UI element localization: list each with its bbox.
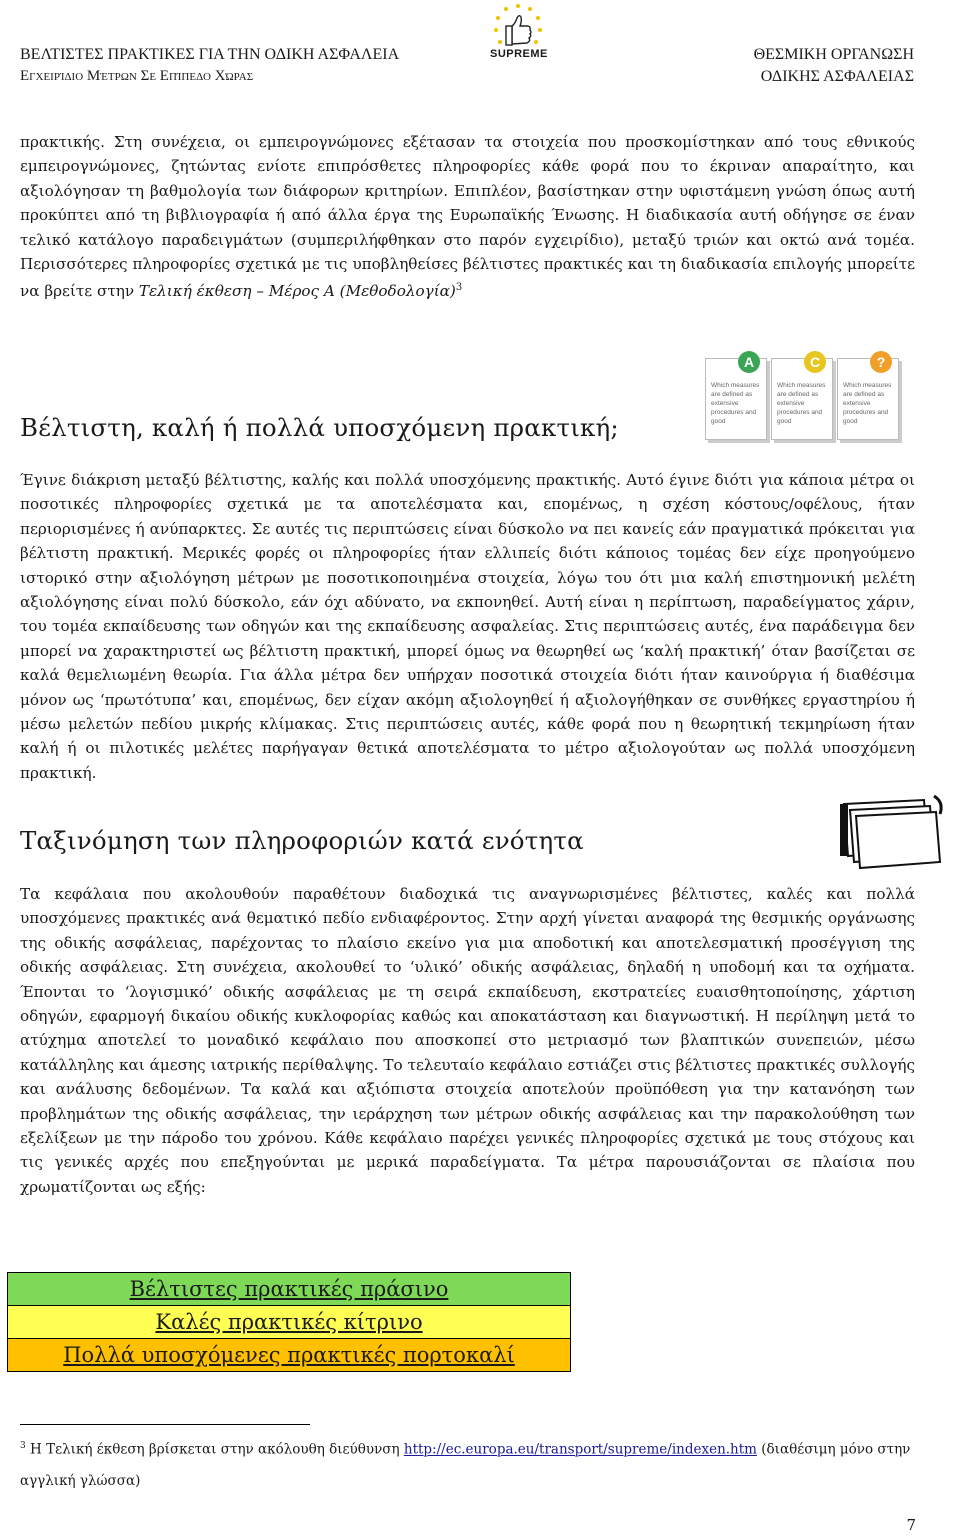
footnote-text-after: (διαθέσιμη μόνο στην αγγλική γλώσσα) (20, 1441, 911, 1489)
card-text: Which measures are defined as extensive procedures and good (711, 382, 760, 425)
supreme-logo-icon (478, 0, 558, 72)
footnote (20, 1431, 920, 1497)
footnote-text: Η Τελική έκθεση βρίσκεται στην ακόλουθη διεύθυνση (30, 1441, 400, 1458)
badge-a: A (738, 351, 760, 373)
intro-report-reference: Τελική έκθεση – Μέρος A (Μεθοδολογία) (138, 282, 456, 301)
documents-stack-icon (836, 792, 946, 870)
practice-color-legend (7, 1272, 571, 1372)
practice-cards-icon (705, 350, 905, 450)
header-right-subtitle: ΟΔΙΚΗΣ ΑΣΦΑΛΕΙΑΣ (760, 68, 914, 85)
section2-body: Τα κεφάλαια που ακολουθούν παραθέτουν διαδοχικά τις αναγνωρισμένες βέλτιστες, καλές και πολλά υποσχόμενες πρακτικές ανά θεματικό πεδίο ενδιαφέροντος. Στην αρχή γίνεται αναφορά της θεσμικής οργάνωσης της οδικής ασφάλειας, παρέχοντας το πλαίσιο εκείνο για μια αποδοτική και αποτελεσματική προσέγγιση της οδικής ασφάλειας. Στη συνέχεια, ακολουθεί το ‘υλικό’ οδικής ασφάλειας, δηλαδή η υποδομή και τα οχήματα. Έπονται το ‘λογισμικό’ οδικής ασφάλειας με τη σειρά εκπαίδευση, εκστρατείες ευαισθητοποίησης, χάρτιση οδηγών, εφαρμογή δικαίου οδικής κυκλοφορίας καθώς και αποκατάσταση και διαγνωστική. Η περίληψη μετά το ατύχημα αποτελεί το μοναδικό κεφάλαιο που αποσκοπεί στο μετριασμό των βλαπτικών συνεπειών, μέσω κατάλληλης και άμεσης ιατρικής περίθαλψης. Το τελευταίο κεφάλαιο εστιάζει στις βέλτιστες πρακτικές συλλογής και ανάλυσης δεδομένων. Τα καλά και αξιόπιστα στοιχεία αποτελούν προϋπόθεση για την κατανόηση των προβλημάτων της οδικής ασφάλειας, την ιεράρχηση των μέτρων οδικής ασφάλειας και την παρακολούθηση των εξελίξεων με την πάροδο του χρόνου. Κάθε κεφάλαιο παρέχει γενικές πληροφορίες σχετικά με τους στόχους και τις γενικές αρχές που επεξηγούνται με μερικά παραδείγματα. Τα μέτρα παρουσιάζονται σε πλαίσια που χρωματίζονται ως εξής: (20, 885, 915, 1196)
heading-best-good-promising: Βέλτιστη, καλή ή πολλά υποσχόμενη πρακτική; (20, 413, 619, 442)
card-text: Which measures are defined as extensive procedures and good (843, 382, 892, 425)
card-best (705, 354, 767, 440)
logo-wordmark: SUPREME (490, 48, 548, 60)
page-number: 7 (906, 1516, 916, 1534)
intro-text: πρακτικής. Στη συνέχεια, οι εμπειρογνώμονες εξέτασαν τα στοιχεία που προσκομίστηκαν από τους εθνικούς εμπειρογνώμονες, ζητώντας ενίοτε επιπρόσθετες πληροφορίες κάθε φορά που το έκριναν απαραίτητο, και αξιολόγησαν τη βαθμολογία των διάφορων κριτηρίων. Επιπλέον, βασίστηκαν στην υφιστάμενη γνώση όπως αυτή προκύπτει από τη βιβλιογραφία ή από άλλα έργα της Ευρωπαϊκής Ένωσης. Η διαδικασία αυτή οδήγησε σε έναν τελικό κατάλογο παραδειγμάτων (συμπεριλήφθηκαν στο παρόν εγχειρίδιο), μεταξύ τριών και οκτώ ανά τομέα. Περισσότερες πληροφορίες σχετικά με τις υποβληθείσες βέλτιστες πρακτικές και τη διαδικασία επιλογής μπορείτε να βρείτε στην (20, 133, 915, 301)
header-right-title: ΘΕΣΜΙΚΗ ΟΡΓΑΝΩΣΗ (753, 46, 914, 63)
footnote-ref[interactable]: 3 (455, 282, 463, 294)
footnote-separator (20, 1424, 310, 1425)
heading-information-classification: Ταξινόμηση των πληροφοριών κατά ενότητα (20, 826, 584, 855)
legend-best-green: Βέλτιστες πρακτικές πράσινο (8, 1273, 570, 1306)
badge-question: ? (870, 351, 892, 373)
intro-paragraph (20, 130, 915, 304)
card-text: Which measures are defined as extensive procedures and good (777, 382, 826, 425)
legend-good-yellow: Καλές πρακτικές κίτρινο (8, 1306, 570, 1339)
footnote-number: 3 (20, 1441, 26, 1451)
card-promising (837, 354, 899, 440)
section1-body: Έγινε διάκριση μεταξύ βέλτιστης, καλής και πολλά υποσχόμενης πρακτικής. Αυτό έγινε διότι για κάποια μέτρα οι ποσοτικές πληροφορίες σχετικά με τα αποτελέσματα και, επομένως, η σχέση κόστους/οφέλους, ήταν περιορισμένες ή ανύπαρκτες. Σε αυτές τις περιπτώσεις είναι δύσκολο να πει κανείς εάν πραγματικά πρόκειται για βέλτιστη πρακτική. Μερικές φορές οι πληροφορίες ήταν ελλιπείς διότι κάποιος τομέας δεν είχε προηγούμενο ιστορικό στην αξιολόγηση μέτρων με ποσοτικοποιημένα στοιχεία, λόγω του ότι μια καλή επιστημονική μελέτη αξιολόγησης είναι πολύ δύσκολο, εάν όχι αδύνατο, να εκπονηθεί. Αυτή είναι η περίπτωση, παραδείγματος χάριν, του τομέα εκπαίδευσης των οδηγών και της εκπαίδευσης ασφαλείας. Στις περιπτώσεις αυτές, ένα παράδειγμα δεν μπορεί να χαρακτηριστεί ως βέλτιστη πρακτική, μπορεί όμως να θεωρηθεί ως ‘καλή πρακτική’ όταν βασίζεται σε καλά θεμελιωμένη θεωρία. Για άλλα μέτρα δεν υπήρχαν ποσοτικά στοιχεία διότι ήταν καινούργια ή διαθέσιμα μόνον ως ‘πρωτότυπα’ και, επομένως, δεν είχαν ακόμη αξιολογηθεί ή αξιολογήθηκαν σε συνθήκες εργαστηρίου ή μέσω μελετών πεδίου μικρής κλίμακας. Στις περιπτώσεις αυτές, κάθε φορά που η θεωρητική τεκμηρίωση ήταν καλή ή οι πιλοτικές μελέτες παρήγαγαν θετικά αποτελέσματα το μέτρο αξιολογούταν ως πολλά υποσχόμενη πρακτική. (20, 471, 915, 782)
paper-stack-icon (836, 792, 946, 870)
card-good (771, 354, 833, 440)
header-left-title: ΒΕΛΤΙΣΤΕΣ ΠΡΑΚΤΙΚΕΣ ΓΙΑ ΤΗΝ ΟΔΙΚΗ ΑΣΦΑΛΕΙΑ (20, 46, 400, 63)
badge-c: C (804, 351, 826, 373)
header-left-subtitle: Εγχειρίδιο Μέτρων Σε Επίπεδο Χώρας (20, 68, 254, 84)
legend-promising-orange: Πολλά υποσχόμενες πρακτικές πορτοκαλί (8, 1339, 570, 1371)
supreme-logo (478, 0, 558, 72)
footnote-link[interactable]: http://ec.europa.eu/transport/supreme/indexen.htm (403, 1441, 757, 1458)
